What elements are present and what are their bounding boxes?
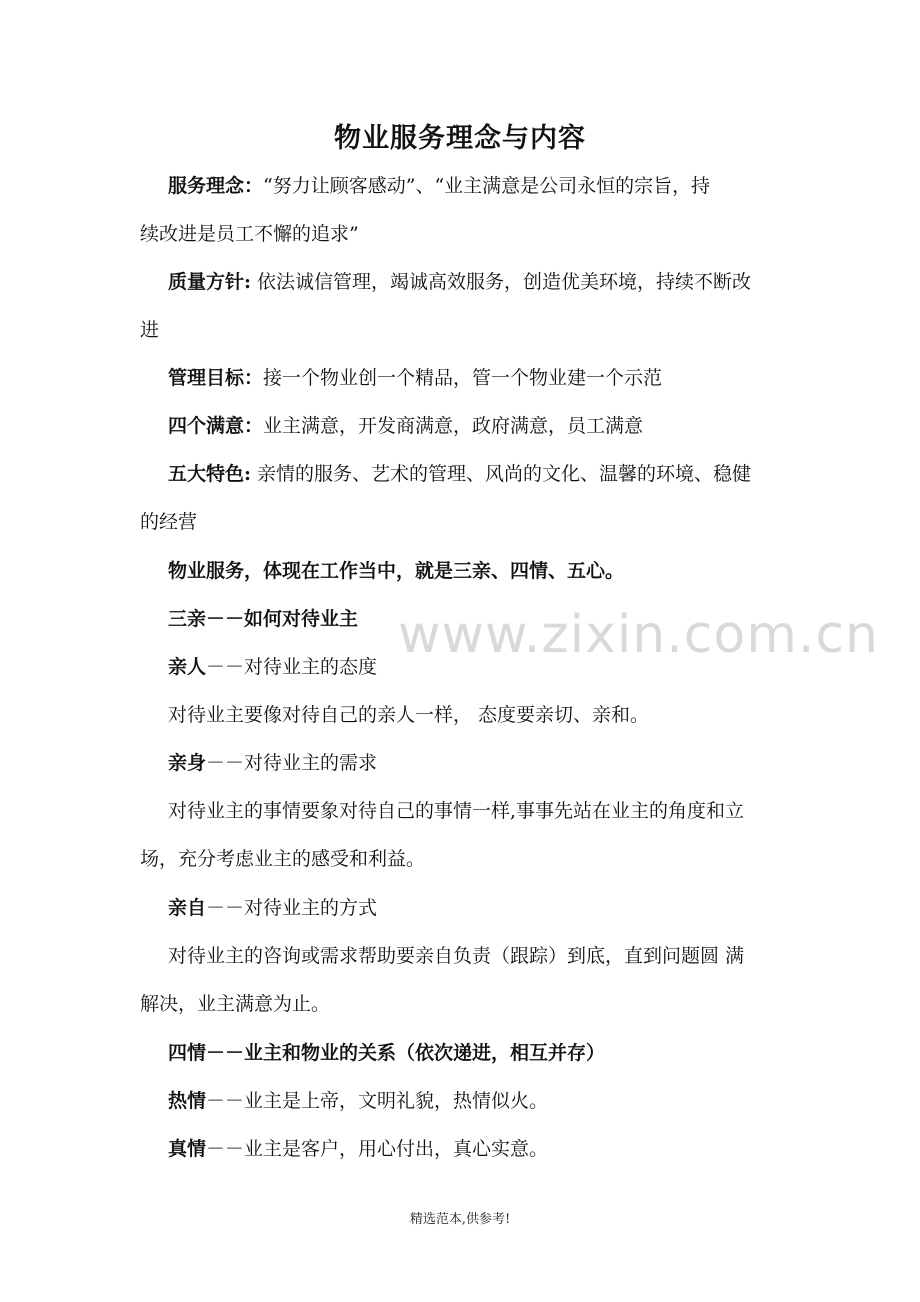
five-features-label: 五大特色: [168, 463, 252, 485]
personal-needs-line [168, 751, 377, 775]
in-person-method-line [168, 896, 377, 920]
site-watermark: www.zixin.com.cn [398, 605, 879, 665]
page-footer: 精选范本,供参考! [409, 1212, 511, 1227]
three-kin-heading: 三亲－－如何对待业主 [168, 608, 359, 630]
kin-label: 亲人 [168, 656, 207, 678]
four-satisfactions-label: 四个满意： [168, 415, 264, 437]
five-features-text: 亲情的服务、艺术的管理、风尚的文化、温馨的环境、稳健 [251, 463, 752, 485]
service-summary-heading: 物业服务，体现在工作当中，就是三亲、四情、五心。 [168, 560, 625, 582]
five-features-continuation: 的经营 [140, 511, 198, 533]
personal-needs-text: －－对待业主的需求 [206, 752, 378, 774]
quality-policy-text: 依法诚信管理，竭诚高效服务，创造优美环境，持续不断改 [251, 271, 752, 293]
service-concept-line [168, 174, 710, 198]
personal-needs-continuation: 场，充分考虑业主的感受和利益。 [140, 848, 426, 870]
enthusiasm-label: 热情 [168, 1090, 207, 1112]
management-goal-label: 管理目标： [168, 367, 264, 389]
management-goal-line [168, 366, 662, 390]
sincerity-line [168, 1137, 548, 1161]
in-person-method-continuation: 解决，业主满意为止。 [140, 993, 331, 1015]
in-person-method-body: 对待业主的咨询或需求帮助要亲自负责（跟踪）到底，直到问题圆 满 [168, 945, 745, 967]
quality-policy-line [168, 270, 751, 294]
personal-needs-body: 对待业主的事情要象对待自己的事情一样,事事先站在业主的角度和立 [168, 800, 745, 822]
kin-attitude-body: 对待业主要像对待自己的亲人一样， 态度要亲切、亲和。 [168, 704, 650, 726]
personal-label: 亲身 [168, 752, 207, 774]
enthusiasm-text: －－业主是上帝，文明礼貌，热情似火。 [206, 1090, 549, 1112]
management-goal-text: 接一个物业创一个精品，管一个物业建一个示范 [263, 367, 663, 389]
kin-attitude-text: －－对待业主的态度 [206, 656, 378, 678]
five-features-line [168, 462, 751, 486]
service-concept-label: 服务理念： [168, 175, 264, 197]
quality-policy-continuation: 进 [140, 319, 160, 341]
enthusiasm-line [168, 1089, 548, 1113]
service-concept-text: “努力让顾客感动”、“业主满意是公司永恒的宗旨，持 [263, 175, 711, 197]
document-title: 物业服务理念与内容 [334, 123, 586, 154]
kin-attitude-line [168, 655, 377, 679]
sincerity-text: －－业主是客户，用心付出，真心实意。 [206, 1138, 549, 1160]
in-person-method-text: －－对待业主的方式 [206, 897, 378, 919]
quality-policy-label: 质量方针: [168, 271, 252, 293]
four-feelings-heading: 四情－－业主和物业的关系（依次递进，相互并存） [168, 1042, 606, 1064]
sincerity-label: 真情 [168, 1138, 207, 1160]
four-satisfactions-line [168, 414, 643, 438]
four-satisfactions-text: 业主满意，开发商满意，政府满意，员工满意 [263, 415, 644, 437]
service-concept-continuation: 续改进是员工不懈的追求” [140, 223, 359, 245]
in-person-label: 亲自 [168, 897, 207, 919]
